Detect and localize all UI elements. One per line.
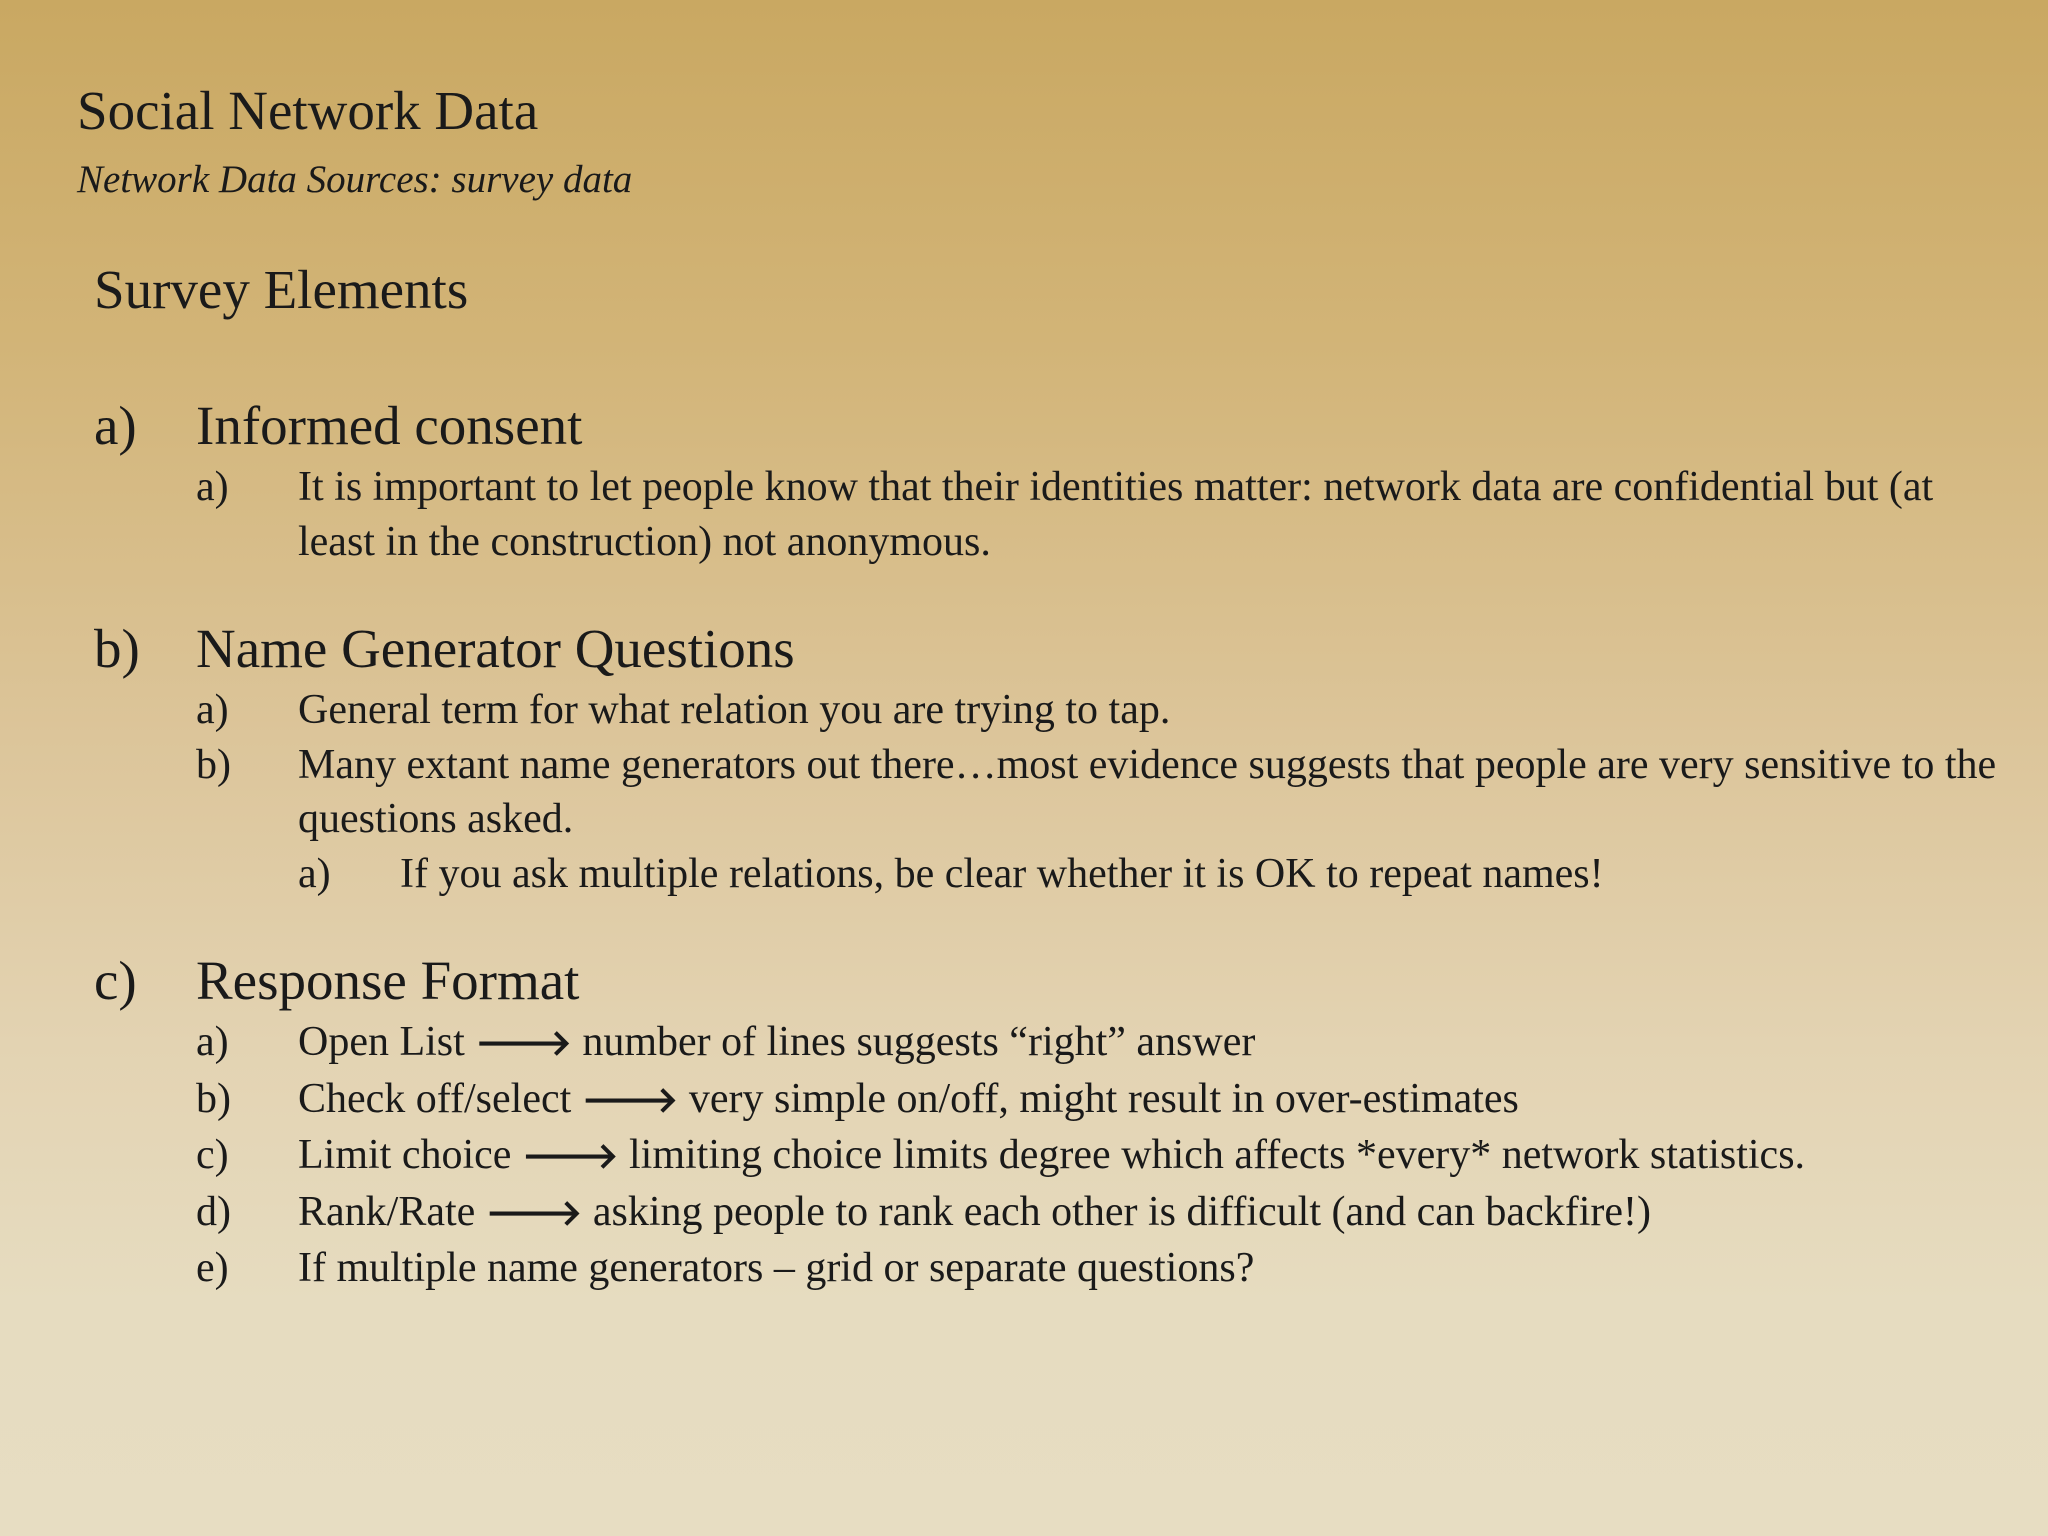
item-marker: b) xyxy=(196,741,231,788)
item-description: very simple on/off, might result in over-estimates xyxy=(688,1075,1519,1122)
item-marker: b) xyxy=(196,1075,231,1122)
section-header xyxy=(94,947,2014,1015)
list-item xyxy=(196,1072,2014,1129)
section-response-format xyxy=(94,947,2014,1296)
section-header xyxy=(94,615,2014,683)
item-text: If multiple name generators – grid or separate questions? xyxy=(298,1245,1255,1291)
item-term: Check off/select xyxy=(298,1075,572,1122)
item-text: It is important to let people know that their identities matter: network data are confidential but (at least in the construction) not anonymous. xyxy=(298,464,1934,565)
item-marker: d) xyxy=(196,1188,231,1235)
section-name-generator-questions xyxy=(94,615,2014,901)
section-informed-consent xyxy=(94,392,2014,569)
item-text xyxy=(298,1128,2014,1185)
arrow-right-icon: 🡒 xyxy=(521,1136,619,1177)
list-item xyxy=(196,460,2014,569)
item-description: number of lines suggests “right” answer xyxy=(582,1019,1256,1065)
outline-list xyxy=(94,392,2014,1342)
section-label: Name Generator Questions xyxy=(196,618,795,679)
item-text: If you ask multiple relations, be clear whether it is OK to repeat names! xyxy=(400,850,1604,897)
item-description: limiting choice limits degree which affects *every* network statistics. xyxy=(628,1132,1806,1178)
item-text: Many extant name generators out there…most evidence suggests that people are very sensitive to the questions asked. xyxy=(298,741,1997,842)
slide-subtitle: Network Data Sources: survey data xyxy=(77,158,633,201)
item-marker: e) xyxy=(196,1245,229,1291)
item-marker: a) xyxy=(298,850,331,897)
item-description: asking people to rank each other is difficult (and can backfire!) xyxy=(592,1188,1651,1235)
list-item xyxy=(196,1015,2014,1072)
list-item xyxy=(196,738,2014,847)
bullet-list xyxy=(196,460,2014,569)
item-marker: a) xyxy=(196,687,229,733)
section-heading: Survey Elements xyxy=(94,259,469,320)
item-text xyxy=(298,1015,2014,1072)
section-marker: c) xyxy=(94,950,137,1011)
item-term: Open List xyxy=(298,1019,465,1065)
item-term: Rank/Rate xyxy=(298,1188,476,1235)
item-marker: a) xyxy=(196,464,229,510)
arrow-right-icon: 🡒 xyxy=(581,1079,679,1121)
list-item xyxy=(196,1241,2014,1296)
section-label: Informed consent xyxy=(196,395,583,456)
section-marker: b) xyxy=(94,618,140,679)
sub-bullet-list xyxy=(298,847,2014,902)
arrow-right-icon: 🡒 xyxy=(485,1192,583,1234)
section-marker: a) xyxy=(94,395,137,456)
list-item xyxy=(196,1128,2014,1185)
item-text xyxy=(298,1072,2014,1129)
bullet-list xyxy=(196,1015,2014,1296)
item-marker: a) xyxy=(196,1019,229,1065)
item-term: Limit choice xyxy=(298,1132,512,1178)
item-text xyxy=(298,1185,2014,1242)
list-item xyxy=(196,683,2014,738)
list-item xyxy=(196,1185,2014,1242)
item-text: General term for what relation you are trying to tap. xyxy=(298,687,1171,733)
section-header xyxy=(94,392,2014,460)
bullet-list xyxy=(196,683,2014,901)
slide-title: Social Network Data xyxy=(77,80,539,141)
item-marker: c) xyxy=(196,1132,229,1178)
section-label: Response Format xyxy=(196,950,580,1011)
list-item xyxy=(298,847,2014,902)
arrow-right-icon: 🡒 xyxy=(475,1023,572,1064)
